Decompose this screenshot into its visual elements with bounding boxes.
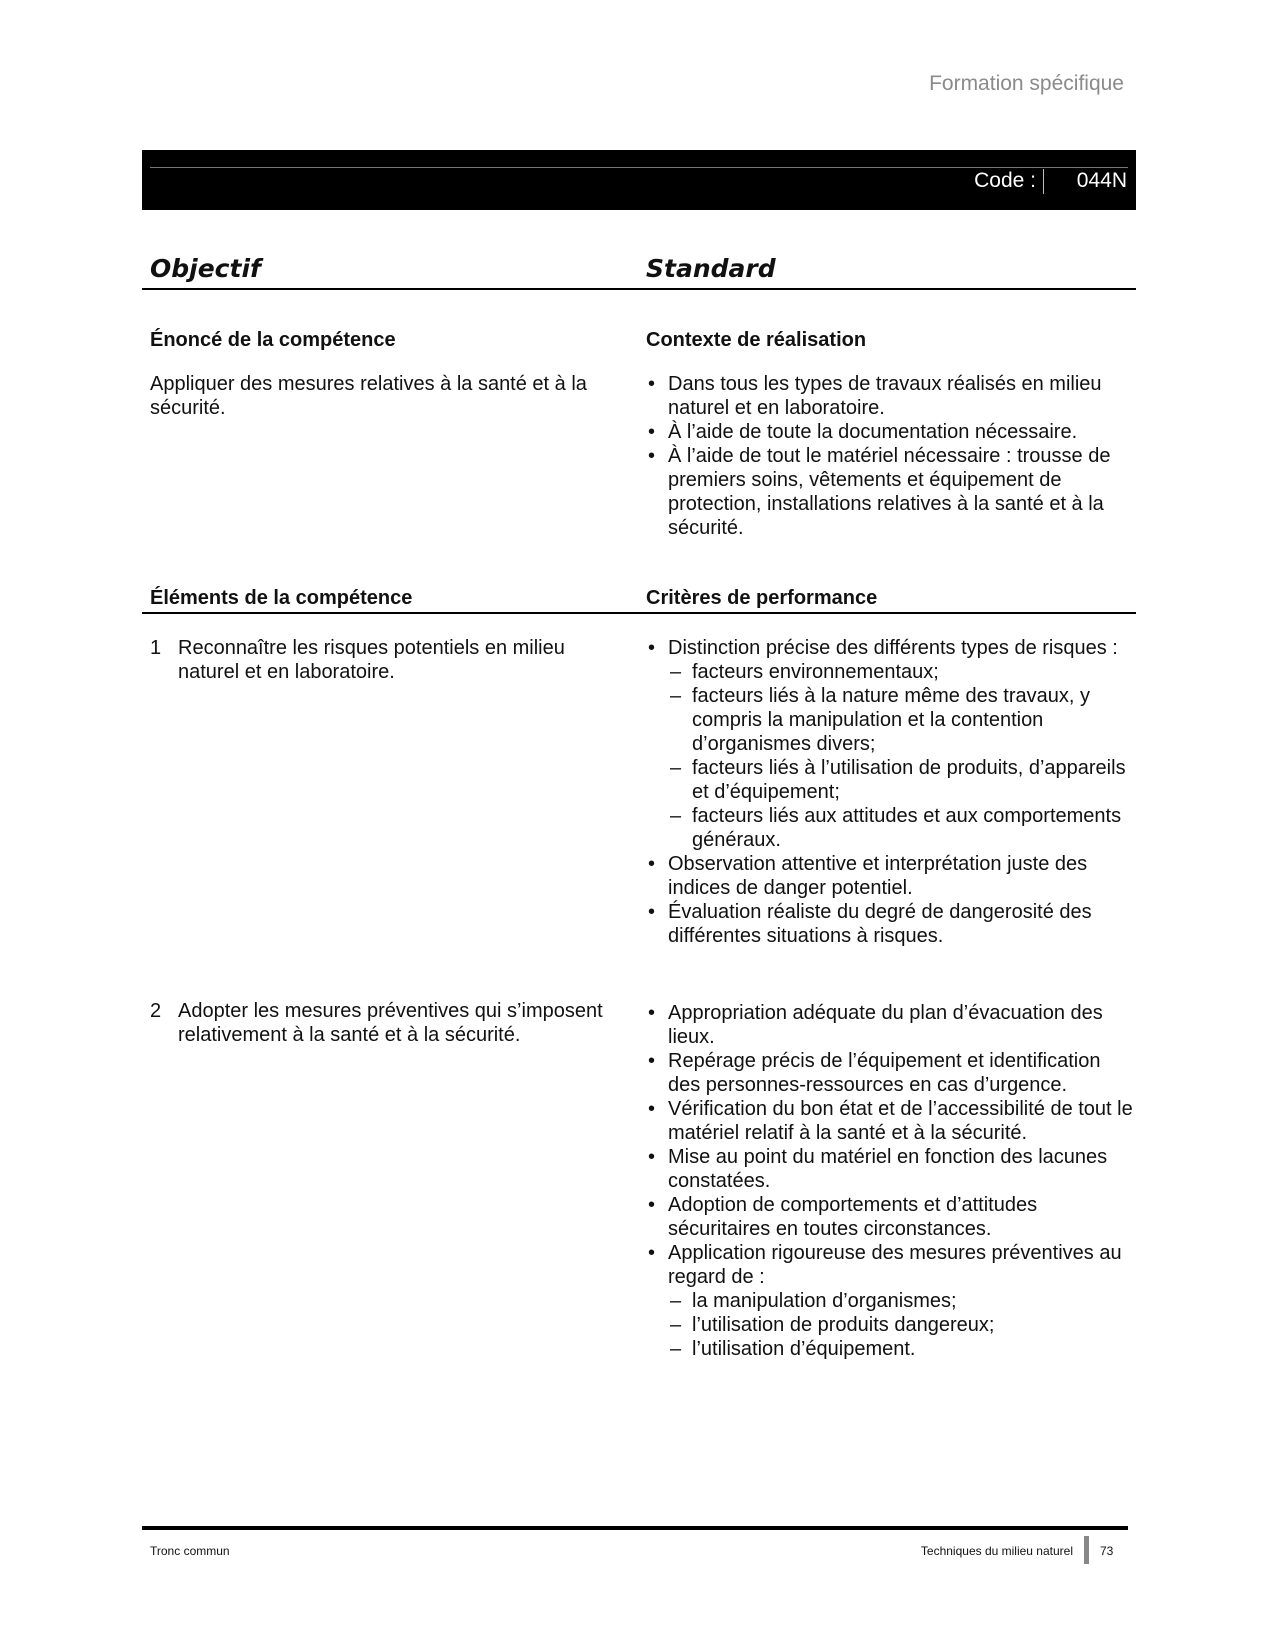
sub-item: – facteurs environnementaux; — [670, 661, 939, 683]
list-item: • Mise au point du matériel en fonction des lacunes constatées. — [648, 1146, 1108, 1192]
dash-icon: – — [670, 1314, 682, 1336]
footer-left-text: Tronc commun — [150, 1544, 230, 1558]
list-item: • Observation attentive et interprétation juste des indices de danger potentiel. — [648, 853, 1088, 899]
list-item: • Distinction précise des différents types de risques : – facteurs environnementaux; – facteurs liés à la nature même des travaux, y compris la manipulation et la contention d’organismes divers; – facteurs liés à l’utilisation de produits, d’appareils et d’équipement; – facteurs liés aux attitudes et aux comportements généraux. — [646, 636, 1136, 852]
dash-icon: – — [670, 805, 682, 827]
element-number: 1 — [150, 637, 162, 659]
list-item: • Application rigoureuse des mesures préventives au regard de : – la manipulation d’organismes; – l’utilisation de produits dangereux; – l’utilisation d’équipement. — [646, 1241, 1136, 1361]
list-item: • À l’aide de toute la documentation nécessaire. — [648, 421, 1078, 443]
bullet-icon: • — [648, 1242, 656, 1264]
bullet-icon: • — [648, 421, 656, 443]
dash-icon: – — [670, 661, 682, 683]
statement-heading: Énoncé de la compétence — [150, 329, 396, 351]
bullet-icon: • — [648, 637, 656, 659]
dash-icon: – — [670, 1290, 682, 1312]
column-headings — [142, 252, 1136, 290]
bullet-icon: • — [648, 853, 656, 875]
sub-item: – l’utilisation de produits dangereux; — [670, 1314, 995, 1336]
bullet-icon: • — [648, 445, 656, 467]
sub-item: – facteurs liés aux attitudes et aux comportements généraux. — [670, 805, 1122, 851]
element-1-criteria — [646, 636, 1136, 948]
sub-item: – facteurs liés à l’utilisation de produits, d’appareils et d’équipement; — [670, 757, 1126, 803]
page-number: 73 — [1100, 1544, 1114, 1558]
context-section — [646, 329, 1136, 540]
element-2 — [150, 999, 620, 1047]
band-rule — [150, 167, 1128, 168]
list-item: • Appropriation adéquate du plan d’évacuation des lieux. — [648, 1002, 1103, 1048]
footer-right-text: Techniques du milieu naturel — [920, 1544, 1073, 1558]
bullet-icon: • — [648, 1146, 656, 1168]
list-item: • À l’aide de tout le matériel nécessaire : trousse de premiers soins, vêtements et équipement de protection, installations relatives à la santé et à la sécurité. — [648, 445, 1111, 539]
element-2-criteria — [646, 1001, 1136, 1361]
sub-item: – l’utilisation d’équipement. — [670, 1338, 916, 1360]
footer-rule — [142, 1526, 1128, 1530]
bullet-icon: • — [648, 373, 656, 395]
sub-item: – facteurs liés à la nature même des travaux, y compris la manipulation et la contention d’organismes divers; — [670, 685, 1090, 755]
list-item: • Évaluation réaliste du degré de dangerosité des différentes situations à risques. — [648, 901, 1092, 947]
bullet-icon: • — [648, 901, 656, 923]
code-separator — [1043, 169, 1044, 194]
dash-icon: – — [670, 1338, 682, 1360]
standard-heading: Standard — [646, 254, 776, 283]
bullet-icon: • — [648, 1050, 656, 1072]
context-list — [646, 372, 1136, 540]
bullet-icon: • — [648, 1098, 656, 1120]
context-heading: Contexte de réalisation — [646, 329, 867, 351]
list-item: • Adoption de comportements et d’attitudes sécuritaires en toutes circonstances. — [648, 1194, 1038, 1240]
footer-bar — [1084, 1536, 1089, 1564]
dash-icon: – — [670, 757, 682, 779]
element-text: Reconnaître les risques potentiels en milieu naturel et en laboratoire. — [178, 637, 565, 683]
list-item: • Vérification du bon état et de l’accessibilité de tout le matériel relatif à la santé et à la sécurité. — [648, 1098, 1133, 1144]
element-1 — [150, 636, 620, 684]
elements-rule — [142, 612, 1136, 614]
list-item: • Repérage précis de l’équipement et identification des personnes-ressources en cas d’urgence. — [648, 1050, 1101, 1096]
bullet-icon: • — [648, 1002, 656, 1024]
statement-text: Appliquer des mesures relatives à la santé et à la sécurité. — [150, 373, 587, 419]
element-number: 2 — [150, 1000, 162, 1022]
page-header-section: Formation spécifique — [929, 72, 1124, 95]
statement-section — [150, 329, 620, 420]
elements-heading: Éléments de la compétence — [150, 587, 413, 609]
sub-item: – la manipulation d’organismes; — [670, 1290, 957, 1312]
bullet-icon: • — [648, 1194, 656, 1216]
objective-heading: Objectif — [150, 254, 261, 283]
element-text: Adopter les mesures préventives qui s’imposent relativement à la santé et à la sécurité. — [178, 1000, 603, 1046]
criteria-heading: Critères de performance — [646, 587, 878, 609]
code-value: 044N — [1076, 169, 1127, 192]
list-item: • Dans tous les types de travaux réalisés en milieu naturel et en laboratoire. — [648, 373, 1102, 419]
code-label: Code : — [974, 169, 1036, 192]
dash-icon: – — [670, 685, 682, 707]
code-band — [142, 150, 1136, 210]
